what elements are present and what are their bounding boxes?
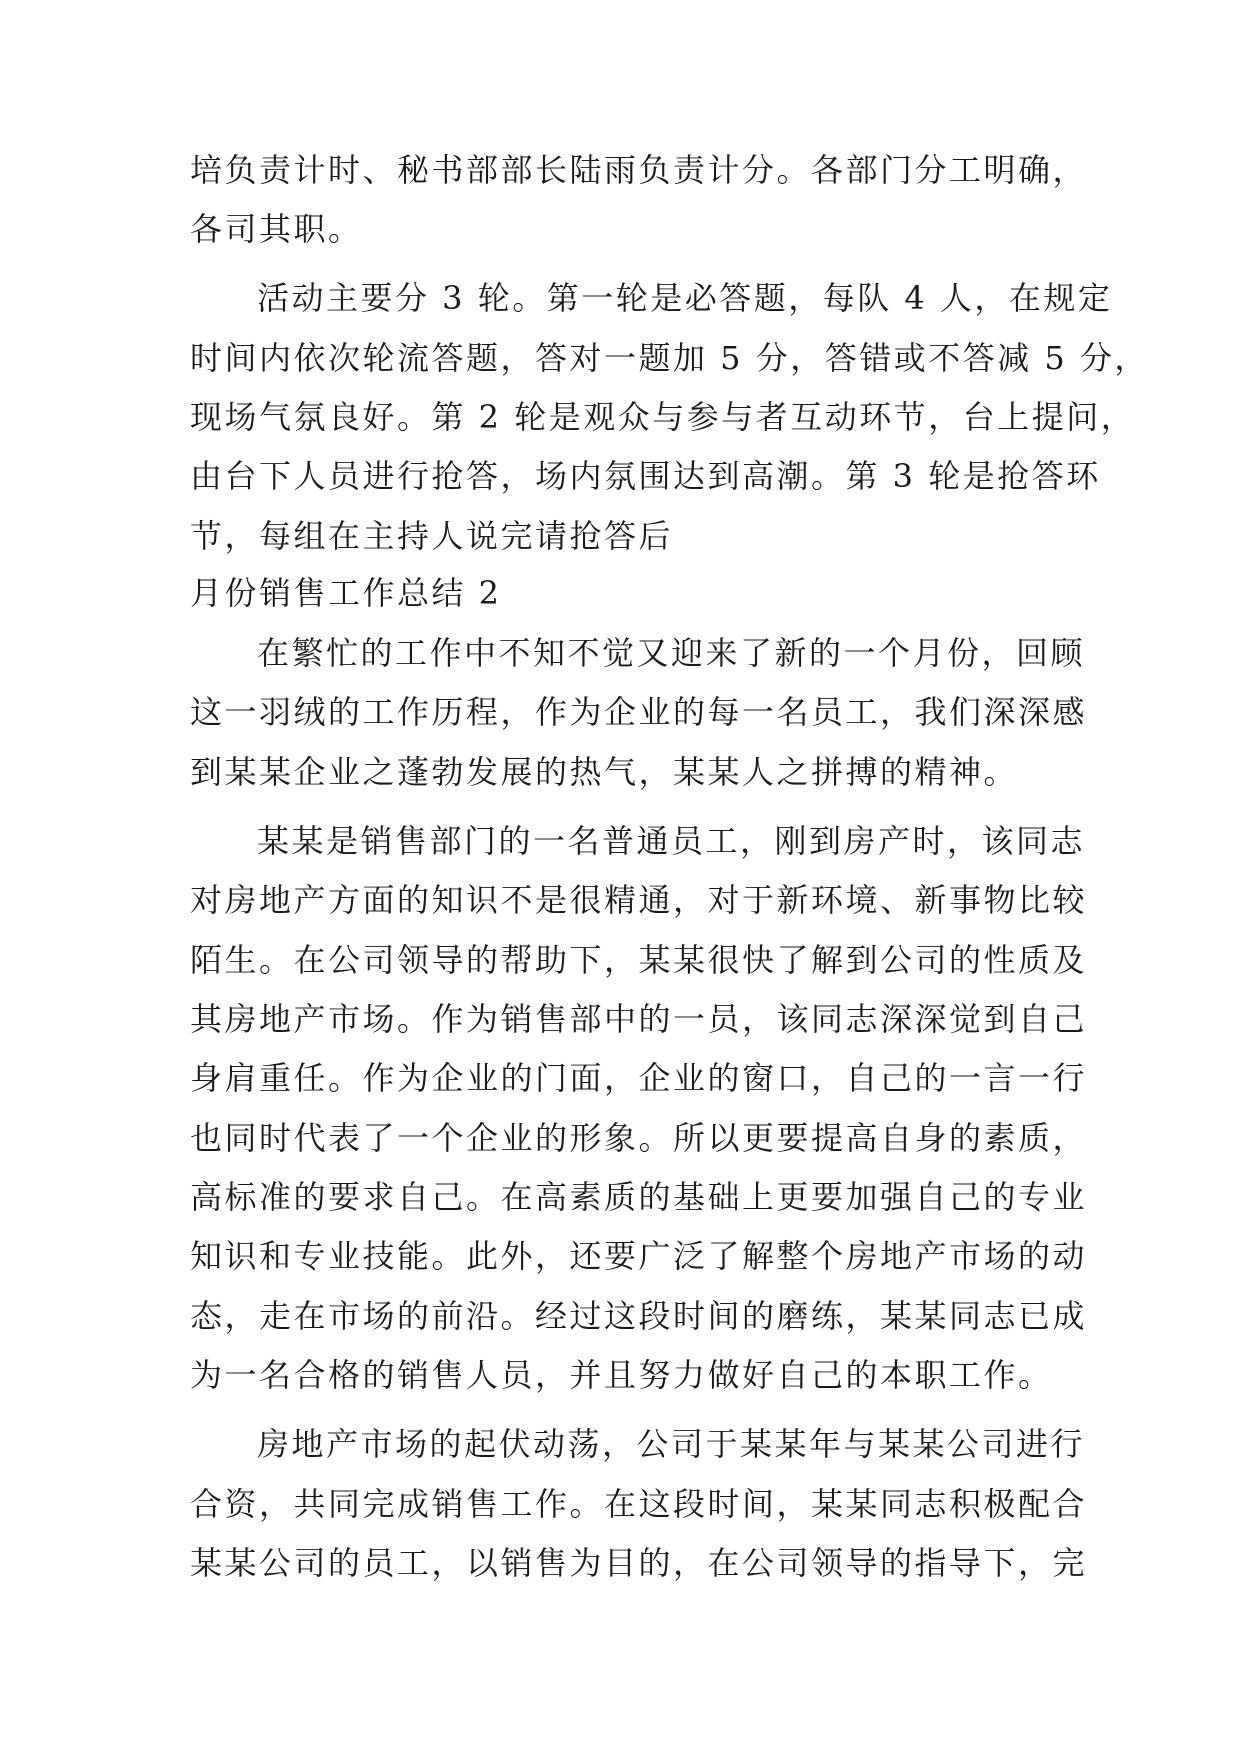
paragraph-line: 节，每组在主持人说完请抢答后 <box>190 517 674 555</box>
paragraph-line: 到某某企业之蓬勃发展的热气，某某人之拼搏的精神。 <box>190 753 1019 791</box>
paragraph-line: 这一羽绒的工作历程，作为企业的每一名员工，我们深深感 <box>190 693 1088 731</box>
paragraph-line: 知识和专业技能。此外，还要广泛了解整个房地产市场的动 <box>190 1237 1088 1275</box>
paragraph-line: 培负责计时、秘书部部长陆雨负责计分。各部门分工明确， <box>190 151 1088 189</box>
section-heading: 月份销售工作总结 2 <box>190 574 502 612</box>
paragraph-line: 身肩重任。作为企业的门面，企业的窗口，自己的一言一行 <box>190 1059 1088 1097</box>
paragraph-first-line: 房地产市场的起伏动荡，公司于某某年与某某公司进行 <box>257 1425 1086 1463</box>
paragraph-first-line: 活动主要分 3 轮。第一轮是必答题，每队 4 人，在规定 <box>257 279 1113 317</box>
paragraph-line: 某某公司的员工，以销售为目的，在公司领导的指导下，完 <box>190 1544 1088 1582</box>
paragraph-line: 其房地产市场。作为销售部中的一员，该同志深深觉到自己 <box>190 1000 1088 1038</box>
paragraph-line: 陌生。在公司领导的帮助下，某某很快了解到公司的性质及 <box>190 941 1088 979</box>
paragraph-line: 也同时代表了一个企业的形象。所以更要提高自身的素质， <box>190 1119 1088 1157</box>
paragraph-line: 合资，共同完成销售工作。在这段时间，某某同志积极配合 <box>190 1485 1088 1523</box>
paragraph-line: 时间内依次轮流答题，答对一题加 5 分，答错或不答减 5 分， <box>190 339 1149 377</box>
paragraph-line: 高标准的要求自己。在高素质的基础上更要加强自己的专业 <box>190 1178 1088 1216</box>
paragraph-first-line: 在繁忙的工作中不知不觉又迎来了新的一个月份，回顾 <box>257 634 1086 672</box>
paragraph-line: 由台下人员进行抢答，场内氛围达到高潮。第 3 轮是抢答环 <box>190 457 1101 495</box>
paragraph-line: 态，走在市场的前沿。经过这段时间的磨练，某某同志已成 <box>190 1297 1088 1335</box>
paragraph-line: 现场气氛良好。第 2 轮是观众与参与者互动环节，台上提问， <box>190 398 1136 436</box>
paragraph-line: 为一名合格的销售人员，并且努力做好自己的本职工作。 <box>190 1356 1053 1394</box>
paragraph-line: 对房地产方面的知识不是很精通，对于新环境、新事物比较 <box>190 881 1088 919</box>
paragraph-first-line: 某某是销售部门的一名普通员工，刚到房产时，该同志 <box>257 822 1086 860</box>
paragraph-line: 各司其职。 <box>190 210 363 248</box>
